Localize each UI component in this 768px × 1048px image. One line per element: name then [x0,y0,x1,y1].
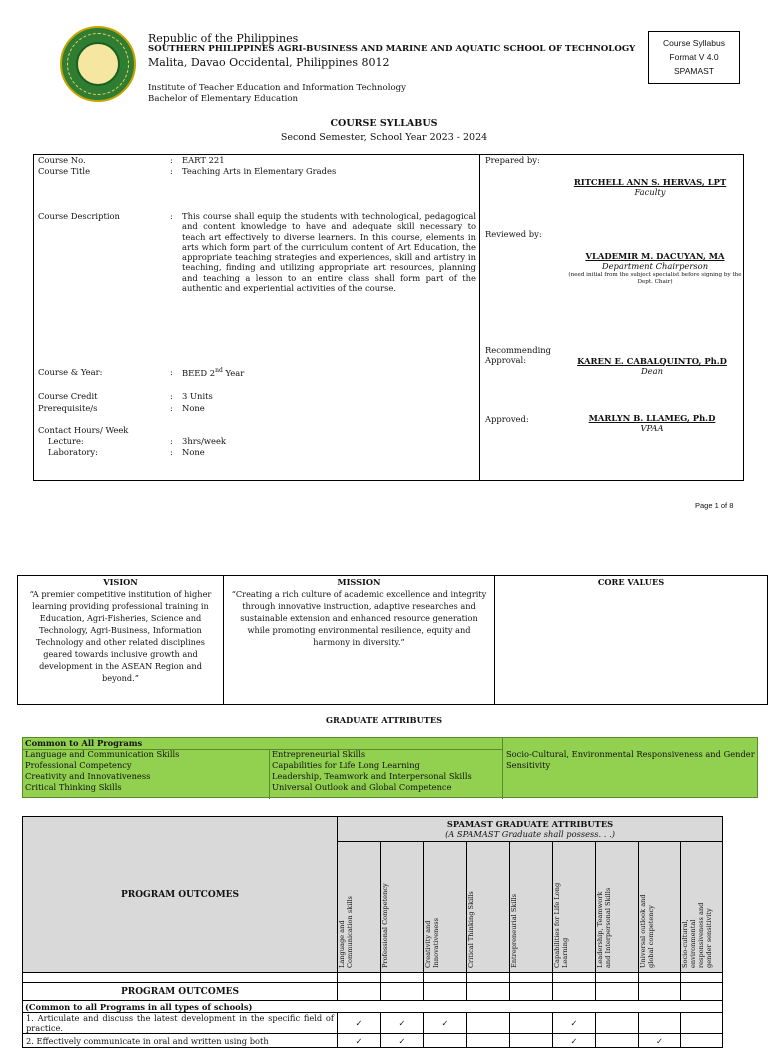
course-credit-label: Course Credit [38,391,98,401]
core-values-heading: CORE VALUES [597,577,665,587]
attribute-column-header: Language and Communication skills [338,842,381,973]
format-line: Course Syllabus [663,38,725,48]
course-year-label: Course & Year: [38,367,103,377]
format-line: Format V 4.0 [669,52,719,62]
colon: : [170,367,173,377]
check-mark: ✓ [553,1013,596,1034]
empty-cell [467,1013,510,1034]
course-title-label: Course Title [38,166,91,176]
empty-cell [596,1034,639,1048]
attribute-column-header: Leadership, Teamwork and Interpersonal Skills [596,842,639,973]
prepared-signatory: RITCHELL ANN S. HERVAS, LPT Faculty [573,177,727,197]
mission-cell [224,576,495,705]
course-description-label: Course Description [38,211,120,221]
check-mark: ✓ [639,1034,681,1048]
prepared-label: Prepared by: [485,155,540,165]
colon: : [170,166,173,176]
graduate-attributes-box [22,737,758,798]
empty-cell [510,1013,553,1034]
check-mark: ✓ [338,1034,381,1048]
divider [502,738,503,799]
recommending-label: Recommending Approval: [485,345,552,366]
attribute-column-header: Creativity and Innovativeness [424,842,467,973]
prerequisite-label: Prerequisite/s [38,403,98,413]
attribute-column-header: Socio-cultural, environmental responsiveness and gender sensitivity [681,842,723,973]
empty-cell [424,1034,467,1048]
republic-line: Republic of the Philippines [148,32,299,45]
format-box [648,31,740,84]
course-no: EART 221 [182,155,225,165]
empty-cell [681,1034,723,1048]
outcome-text: 2. Effectively communicate in oral and written using both [23,1034,338,1048]
reviewed-label: Reviewed by: [485,229,542,239]
outcome-text: 1. Articulate and discuss the latest development in the specific field of practice. [23,1013,338,1034]
page-subtitle: Second Semester, School Year 2023 - 2024 [280,132,488,143]
attribute-column-header: Critical Thinking Skills [467,842,510,973]
empty-cell [639,1013,681,1034]
course-no-label: Course No. [38,155,86,165]
divider [269,749,270,799]
check-mark: ✓ [338,1013,381,1034]
vision-mission-table [17,575,768,705]
lecture-hours: 3hrs/week [182,436,227,446]
graduate-attributes-title: GRADUATE ATTRIBUTES [326,715,442,725]
common-programs-label: Common to All Programs [25,738,143,748]
divider [479,154,480,481]
attributes-column-3: Socio-Cultural, Environmental Responsiveness and Gender Sensitivity [506,749,755,770]
program-name: Bachelor of Elementary Education [148,94,299,104]
check-mark: ✓ [553,1034,596,1048]
laboratory-label: Laboratory: [48,447,98,457]
common-programs-section: (Common to all Programs in all types of schools) [23,1001,723,1013]
empty-cell [467,1034,510,1048]
attribute-column-header: Professional Competency [381,842,424,973]
outcome-row [23,1034,723,1048]
core-values-cell [495,576,768,705]
program-outcomes-row-heading: PROGRAM OUTCOMES [23,983,338,1001]
school-seal-logo [60,26,136,102]
recommending-signatory: KAREN E. CABALQUINTO, Ph.D Dean [577,356,727,376]
vision-text: “A premier competitive institution of higher learning providing professional training in Education, Agri-Fisheries, Science and Technology, Agri-Business, Information Technology and other related disciplines geared towards inclusive growth and development in the ASEAN Region and beyond.” [29,589,212,683]
spamast-attributes-header: SPAMAST GRADUATE ATTRIBUTES (A SPAMAST Graduate shall possess. . .) [338,817,723,842]
format-line: SPAMAST [674,66,714,76]
empty-cell [510,1034,553,1048]
reviewed-signatory: VLADEMIR M. DACUYAN, MA Department Chairperson (need initial from the subject specialist before signing by the Dept. Chair) [568,251,742,285]
course-year: BEED 2nd Year [182,367,245,378]
colon: : [170,155,173,165]
outcome-row [23,1013,723,1034]
course-credit: 3 Units [182,391,213,401]
mission-text: “Creating a rich culture of academic excellence and integrity through innovative instruction, adaptive researches and sustainable extension and enhanced resource generation while promoting environmental resilience, equity and harmony in diversity.” [231,589,487,647]
check-mark: ✓ [424,1013,467,1034]
lecture-label: Lecture: [48,436,84,446]
program-outcomes-table [22,816,723,1048]
laboratory-hours: None [182,447,205,457]
attributes-column-2: Entrepreneurial Skills Capabilities for Life Long Learning Leadership, Teamwork and Interpersonal Skills Universal Outlook and Global Competence [272,749,472,792]
empty-cell [596,1013,639,1034]
empty-cell [681,1013,723,1034]
course-description: This course shall equip the students with technological, pedagogical and content knowledge to have and adequate skill necessary to teach art effectively to diverse learners. In this course, elements in arts which form part of the curriculum content of Art Education, the appropriate teaching strategies and experiences, skill and artistry in teaching, finding and utilizing appropriate art resources, planning and teaching a lesson to an entire class shall form part of the authentic and experiential activities of the course. [182,211,476,294]
colon: : [170,391,173,401]
program-outcomes-header: PROGRAM OUTCOMES [23,817,338,973]
check-mark: ✓ [381,1013,424,1034]
attributes-column-1: Language and Communication Skills Professional Competency Creativity and Innovativeness Critical Thinking Skills [25,749,180,792]
school-address: Malita, Davao Occidental, Philippines 8012 [148,56,390,69]
colon: : [170,436,173,446]
prerequisite: None [182,403,205,413]
contact-hours-label: Contact Hours/ Week [38,425,129,435]
colon: : [170,211,173,221]
vision-cell [18,576,224,705]
page-number: Page 1 of 8 [695,501,734,510]
course-title: Teaching Arts in Elementary Grades [182,166,337,176]
attribute-column-header: Capabilities for Life Long Learning [553,842,596,973]
vision-heading: VISION [103,577,138,587]
mission-heading: MISSION [337,577,381,587]
school-name: SOUTHERN PHILIPPINES AGRI-BUSINESS AND MARINE AND AQUATIC SCHOOL OF TECHNOLOGY [148,44,636,54]
attribute-column-header: Universal outlook and global competency [639,842,681,973]
approved-signatory: MARLYN B. LLAMEG, Ph.D VPAA [588,413,716,433]
colon: : [170,403,173,413]
approved-label: Approved: [485,414,529,424]
check-mark: ✓ [381,1034,424,1048]
page-title: COURSE SYLLABUS [330,118,438,129]
colon: : [170,447,173,457]
institute-name: Institute of Teacher Education and Information Technology [148,83,407,93]
attribute-column-header: Entrepreneurial Skills [510,842,553,973]
